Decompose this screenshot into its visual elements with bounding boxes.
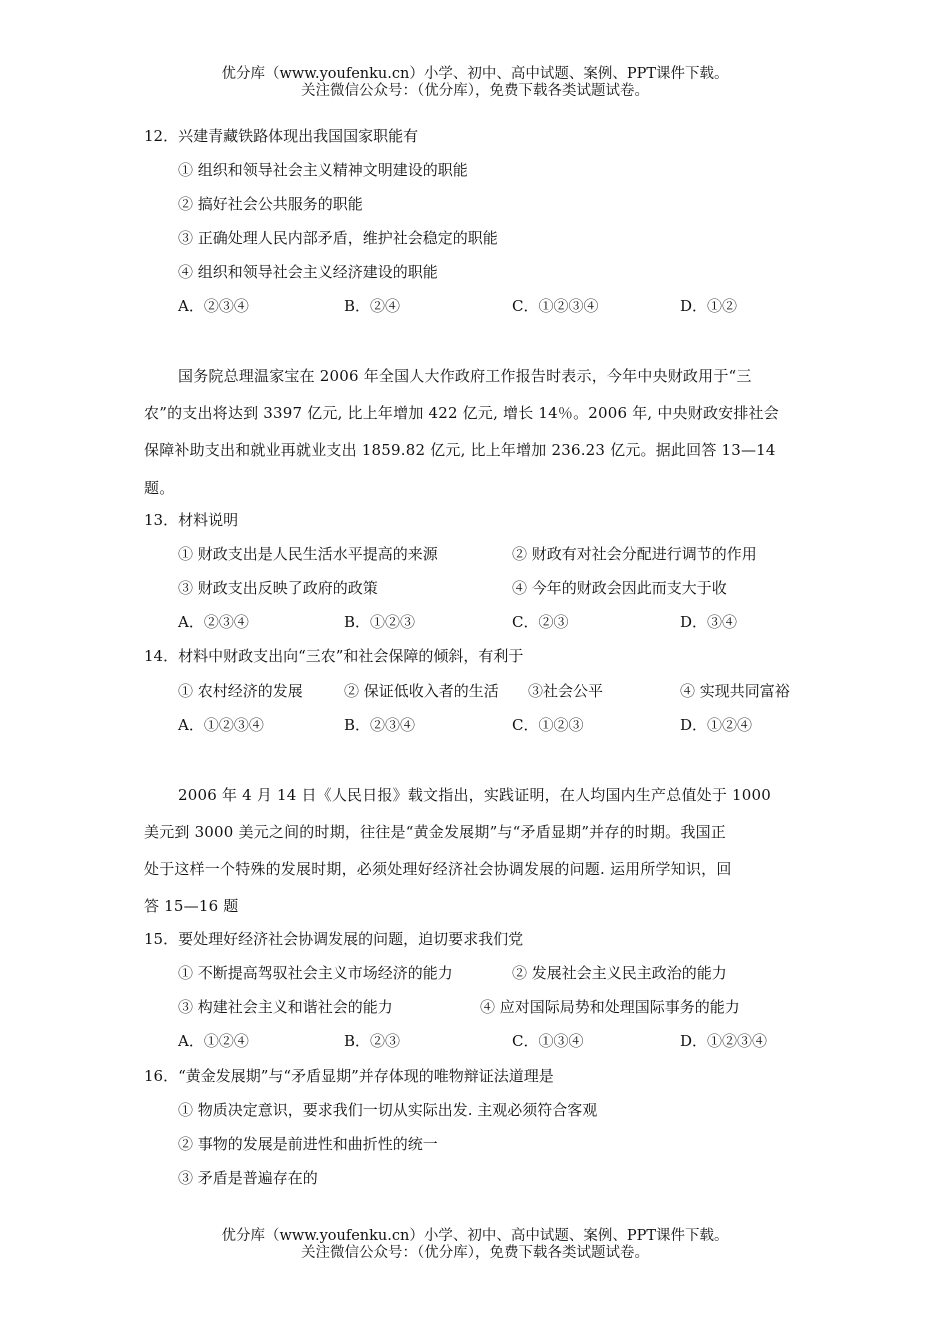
q16-item-1: ① 物质决定意识，要求我们一切从实际出发. 主观必须符合客观 <box>178 1101 598 1119</box>
q16-item-2: ② 事物的发展是前进性和曲折性的统一 <box>178 1135 438 1153</box>
footer-line-2: 关注微信公众号：（优分库），免费下载各类试题试卷。 <box>301 1245 649 1261</box>
q15-item-3: ③ 构建社会主义和谐社会的能力 <box>178 998 393 1016</box>
q13-choice-b: B．①②③ <box>344 613 416 631</box>
q13-choice-c: C．②③ <box>512 613 569 631</box>
material2-line-1: 2006 年 4 月 14 日《人民日报》载文指出，实践证明，在人均国内生产总值处于 1000 <box>178 786 771 804</box>
q15-choice-d: D．①②③④ <box>680 1032 768 1050</box>
q16-stem: 16．“黄金发展期”与“矛盾显期”并存体现的唯物辩证法道理是 <box>144 1067 554 1085</box>
q13-item-1: ① 财政支出是人民生活水平提高的来源 <box>178 545 438 563</box>
material1-line-3: 保障补助支出和就业再就业支出 1859.82 亿元, 比上年增加 236.23 亿元。据此回答 13—14 <box>144 441 776 459</box>
q14-stem: 14．材料中财政支出向“三农”和社会保障的倾斜，有利于 <box>144 647 524 665</box>
material1-line-1: 国务院总理温家宝在 2006 年全国人大作政府工作报告时表示，今年中央财政用于“三 <box>178 367 752 385</box>
footer-line-1: 优分库（www.youfenku.cn）小学、初中、高中试题、案例、PPT课件下载。 <box>221 1228 729 1244</box>
q13-item-2: ② 财政有对社会分配进行调节的作用 <box>512 545 757 563</box>
q15-item-2: ② 发展社会主义民主政治的能力 <box>512 964 727 982</box>
q14-item-2: ② 保证低收入者的生活 <box>344 682 499 700</box>
q12-item-2: ② 搞好社会公共服务的职能 <box>178 195 363 213</box>
q13-stem: 13．材料说明 <box>144 511 239 529</box>
q12-choice-b: B．②④ <box>344 297 401 315</box>
q12-item-1: ① 组织和领导社会主义精神文明建设的职能 <box>178 161 468 179</box>
material2-line-4: 答 15—16 题 <box>144 897 239 915</box>
q13-choice-d: D．③④ <box>680 613 738 631</box>
page-footer <box>0 1228 950 1262</box>
q12-choice-c: C．①②③④ <box>512 297 599 315</box>
q16-item-3: ③ 矛盾是普遍存在的 <box>178 1169 318 1187</box>
q13-item-4: ④ 今年的财政会因此而支大于收 <box>512 579 727 597</box>
q12-stem: 12．兴建青藏铁路体现出我国国家职能有 <box>144 127 419 145</box>
header-line-2: 关注微信公众号：（优分库），免费下载各类试题试卷。 <box>301 83 649 99</box>
q14-choice-d: D．①②④ <box>680 716 753 734</box>
material1-line-4: 题。 <box>144 479 175 497</box>
material2-line-3: 处于这样一个特殊的发展时期，必须处理好经济社会协调发展的问题. 运用所学知识，回 <box>144 860 732 878</box>
q15-item-4: ④ 应对国际局势和处理国际事务的能力 <box>480 998 740 1016</box>
q13-item-3: ③ 财政支出反映了政府的政策 <box>178 579 378 597</box>
header-line-1: 优分库（www.youfenku.cn）小学、初中、高中试题、案例、PPT课件下载。 <box>221 66 729 82</box>
q12-item-4: ④ 组织和领导社会主义经济建设的职能 <box>178 263 438 281</box>
q14-choice-b: B．②③④ <box>344 716 416 734</box>
q14-item-1: ① 农村经济的发展 <box>178 682 303 700</box>
q12-choice-d: D．①② <box>680 297 738 315</box>
q15-stem: 15．要处理好经济社会协调发展的问题，迫切要求我们党 <box>144 930 524 948</box>
q12-item-3: ③ 正确处理人民内部矛盾，维护社会稳定的职能 <box>178 229 498 247</box>
q15-choice-c: C．①③④ <box>512 1032 584 1050</box>
q13-choice-a: A．②③④ <box>178 613 249 631</box>
q14-item-3: ③社会公平 <box>528 682 604 700</box>
q14-choice-a: A．①②③④ <box>178 716 264 734</box>
q15-choice-a: A．①②④ <box>178 1032 249 1050</box>
q12-choice-a: A．②③④ <box>178 297 249 315</box>
material2-line-2: 美元到 3000 美元之间的时期，往往是“黄金发展期”与“矛盾显期”并存的时期。我国正 <box>144 823 726 841</box>
q15-choice-b: B．②③ <box>344 1032 401 1050</box>
q14-item-4: ④ 实现共同富裕 <box>680 682 790 700</box>
q14-choice-c: C．①②③ <box>512 716 584 734</box>
material1-line-2: 农”的支出将达到 3397 亿元, 比上年增加 422 亿元, 增长 14％。2006 年, 中央财政安排社会 <box>144 404 779 422</box>
q15-item-1: ① 不断提高驾驭社会主义市场经济的能力 <box>178 964 453 982</box>
page-header <box>0 66 950 100</box>
